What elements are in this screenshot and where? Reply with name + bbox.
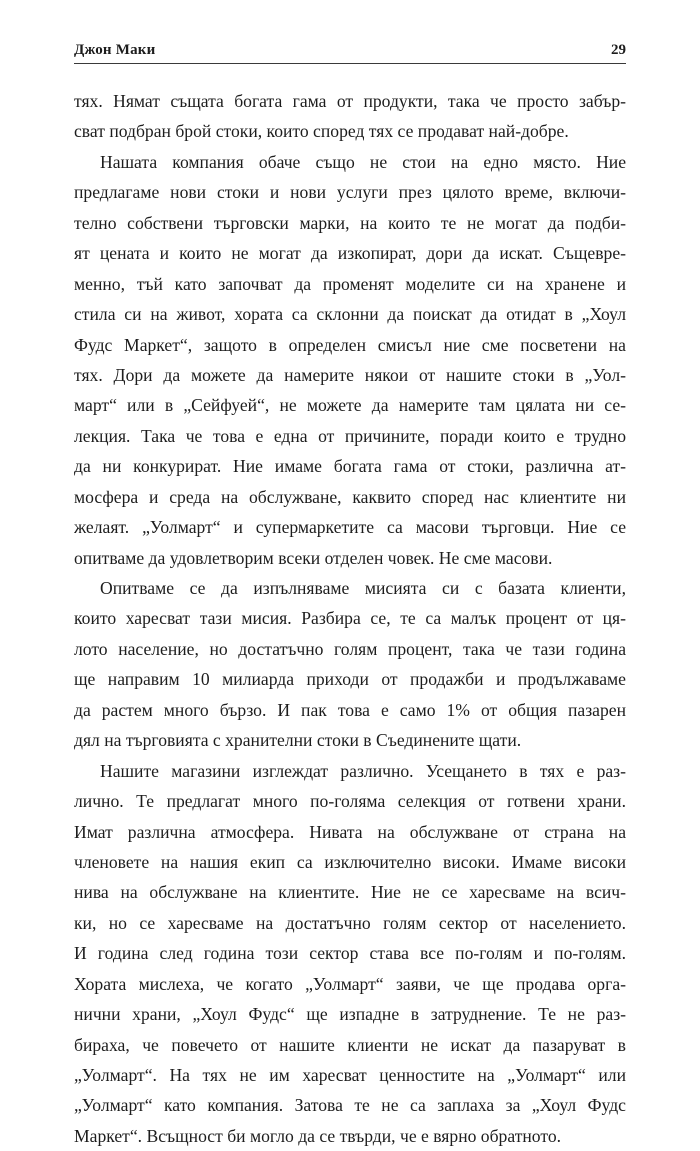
text-line: да ни конкурират. Ние имаме богата гама от стоки, различна ат-	[74, 456, 626, 477]
text-line: ки, но се харесваме на достатъчно голям сектор от населението.	[74, 912, 626, 933]
text-line: ят цената и които не могат да изкопират, дори да искат. Същевре-	[74, 243, 626, 264]
text-line: лично. Те предлагат много по-голяма селекция от готвени храни.	[74, 791, 626, 812]
text-line: Маркет“. Всъщност би могло да се твърди, че е вярно обратното.	[74, 1125, 562, 1146]
text-line: Опитваме се да изпълняваме мисията си с базата клиенти,	[100, 578, 626, 598]
text-line: стила си на живот, хората са склонни да поискат да отидат в „Хоул	[74, 304, 626, 325]
text-line: сват подбран брой стоки, които според тях се продават най-добре.	[74, 121, 569, 142]
text-line: тях. Дори да можете да намерите някои от нашите стоки в „Уол-	[74, 364, 626, 385]
text-line: нични храни, „Хоул Фудс“ ще изпадне в затруднение. Те не раз-	[74, 1004, 626, 1025]
text-line: И година след година този сектор става все по-голям и по-голям.	[74, 943, 626, 964]
text-line: тях. Нямат същата богата гама от продукти, така че просто забър-	[74, 91, 626, 111]
text-line: Хората мислеха, че когато „Уолмарт“ заяви, че ще продава орга-	[74, 973, 626, 994]
text-line: да растем много бързо. И пак това е само 1% от общия пазарен	[74, 699, 626, 720]
text-line: които харесват тази мисия. Разбира се, те са малък процент от ця-	[74, 608, 626, 629]
text-line: дял на търговията с хранителни стоки в Съединените щати.	[74, 730, 522, 751]
text-line: мосфера и среда на обслужване, каквито според нас клиентите ни	[74, 486, 626, 507]
text-line: март“ или в „Сейфуей“, не можете да намерите там цялата ни се-	[74, 395, 626, 416]
text-line: Имат различна атмосфера. Нивата на обслужване от страна на	[74, 821, 626, 842]
text-line: телно собствени търговски марки, на които те не могат да подби-	[74, 212, 626, 233]
text-line: ще направим 10 милиарда приходи от продажби и продължаваме	[74, 669, 626, 690]
text-line: лекция. Така че това е една от причините, поради които е трудно	[74, 425, 626, 446]
header-rule	[74, 63, 626, 64]
body-text	[74, 86, 626, 1151]
author-name: Джон Маки	[74, 42, 156, 58]
text-line: предлагаме нови стоки и нови услуги през цялото време, включи-	[74, 182, 626, 203]
text-line: Нашата компания обаче също не стои на едно място. Ние	[100, 151, 626, 172]
page-number: 29	[611, 42, 626, 58]
text-line: Нашите магазини изглеждат различно. Усещането в тях е раз-	[100, 760, 626, 781]
text-line: Фудс Маркет“, защото в определен смисъл ние сме посветени на	[74, 334, 626, 355]
text-line: бираха, че повечето от нашите клиенти не искат да пазаруват в	[74, 1034, 626, 1055]
text-line: нива на обслужване на клиентите. Ние не се харесваме на всич-	[74, 882, 626, 903]
running-header	[74, 40, 626, 62]
text-line: лото население, но достатъчно голям процент, така че тази година	[74, 638, 626, 659]
text-line: членовете на нашия екип са изключително високи. Имаме високи	[74, 851, 626, 872]
text-line: „Уолмарт“ като компания. Затова те не са заплаха за „Хоул Фудс	[74, 1095, 626, 1116]
text-line: менно, тъй като започват да променят моделите си на хранене и	[74, 273, 626, 294]
text-line: опитваме да удовлетворим всеки отделен човек. Не сме масови.	[74, 547, 553, 568]
text-line: желаят. „Уолмарт“ и супермаркетите са масови търговци. Ние се	[74, 517, 626, 538]
text-line: „Уолмарт“. На тях не им харесват ценностите на „Уолмарт“ или	[74, 1065, 626, 1085]
